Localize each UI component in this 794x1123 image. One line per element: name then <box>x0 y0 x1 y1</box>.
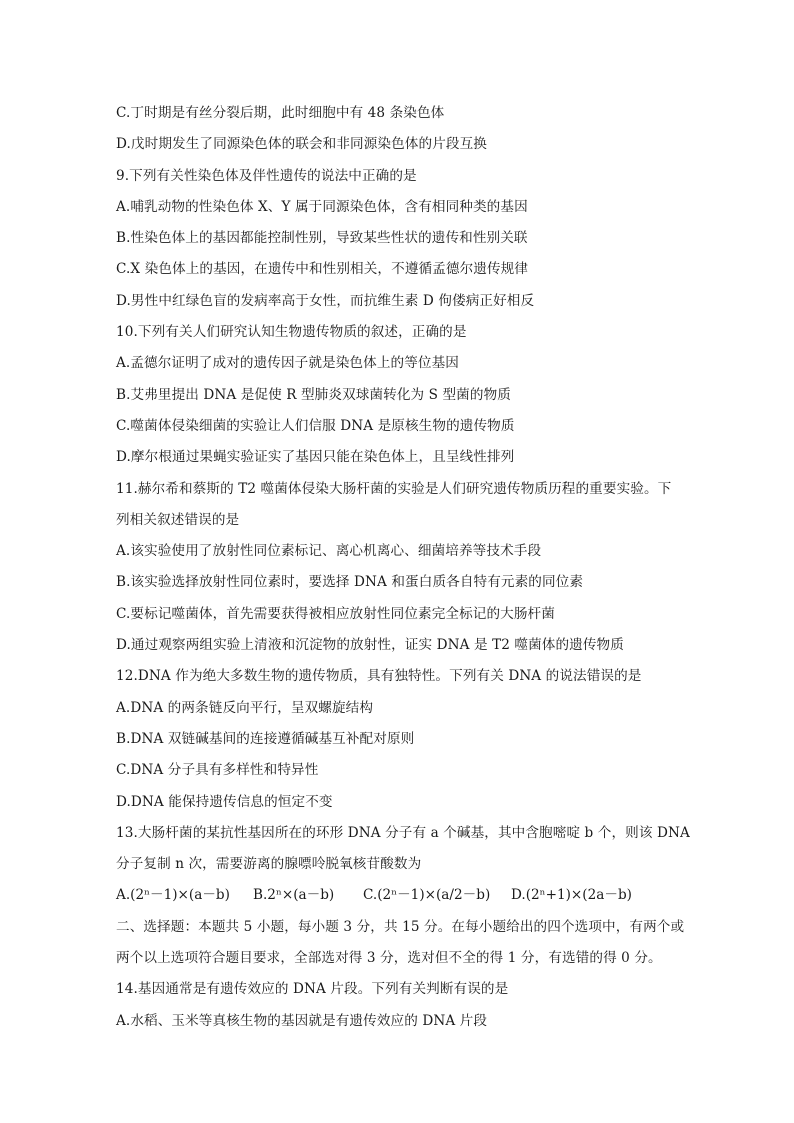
q12-option-c: C.DNA 分子具有多样性和特异性 <box>116 762 319 779</box>
q14-option-a: A.水稻、玉米等真核生物的基因就是有遗传效应的 DNA 片段 <box>116 1012 488 1029</box>
q13-option-a: A.(2ⁿ－1)×(a－b) <box>116 887 230 904</box>
section2-instructions-line1: 二、选择题：本题共 5 小题，每小题 3 分，共 15 分。在每小题给出的四个选项中，有两个或 <box>116 918 685 935</box>
q9-option-b: B.性染色体上的基因都能控制性别，导致某些性状的遗传和性别关联 <box>116 230 528 247</box>
q12-option-b: B.DNA 双链碱基间的连接遵循碱基互补配对原则 <box>116 730 415 747</box>
q13-stem-line2: 分子复制 n 次，需要游离的腺嘌呤脱氧核苷酸数为 <box>116 856 422 873</box>
q13-options <box>116 880 696 911</box>
q11-option-d: D.通过观察两组实验上清液和沉淀物的放射性，证实 DNA 是 T2 噬菌体的遗传物质 <box>116 637 624 654</box>
q10-option-c: C.噬菌体侵染细菌的实验让人们信服 DNA 是原核生物的遗传物质 <box>116 417 515 434</box>
q12-option-d: D.DNA 能保持遗传信息的恒定不变 <box>116 793 333 810</box>
q10-option-d: D.摩尔根通过果蝇实验证实了基因只能在染色体上，且呈线性排列 <box>116 449 515 466</box>
q9-option-d: D.男性中红绿色盲的发病率高于女性，而抗维生素 D 佝偻病正好相反 <box>116 292 535 309</box>
q13-option-d: D.(2ⁿ+1)×(2a－b) <box>511 887 632 904</box>
q14-stem: 14.基因通常是有遗传效应的 DNA 片段。下列有关判断有误的是 <box>116 981 509 998</box>
q11-option-c: C.要标记噬菌体，首先需要获得被相应放射性同位素完全标记的大肠杆菌 <box>116 605 555 622</box>
q11-option-b: B.该实验选择放射性同位素时，要选择 DNA 和蛋白质各自特有元素的同位素 <box>116 574 584 591</box>
q13-stem-line1: 13.大肠杆菌的某抗性基因所在的环形 DNA 分子有 a 个碱基，其中含胞嘧啶 b 个，则该 DNA <box>116 824 690 841</box>
q8-option-d: D.戊时期发生了同源染色体的联会和非同源染色体的片段互换 <box>116 136 487 153</box>
q12-option-a: A.DNA 的两条链反向平行，呈双螺旋结构 <box>116 699 374 716</box>
q10-stem: 10.下列有关人们研究认知生物遗传物质的叙述，正确的是 <box>116 324 467 341</box>
q9-option-a: A.哺乳动物的性染色体 X、Y 属于同源染色体，含有相同种类的基因 <box>116 198 528 215</box>
q8-option-c: C.丁时期是有丝分裂后期，此时细胞中有 48 条染色体 <box>116 105 445 121</box>
q11-stem-line2: 列相关叙述错误的是 <box>116 511 240 528</box>
section2-instructions-line2: 两个以上选项符合题目要求，全部选对得 3 分，选对但不全的得 1 分，有选错的得 0 分。 <box>116 950 662 967</box>
q13-option-b: B.2ⁿ×(a－b) <box>253 887 335 904</box>
q11-option-a: A.该实验使用了放射性同位素标记、离心机离心、细菌培养等技术手段 <box>116 543 542 560</box>
exam-page <box>116 98 696 1037</box>
q9-stem: 9.下列有关性染色体及伴性遗传的说法中正确的是 <box>116 167 417 184</box>
q13-option-c: C.(2ⁿ－1)×(a/2－b) <box>363 887 491 904</box>
q9-option-c: C.X 染色体上的基因，在遗传中和性别相关，不遵循孟德尔遗传规律 <box>116 261 529 278</box>
q12-stem: 12.DNA 作为绝大多数生物的遗传物质，具有独特性。下列有关 DNA 的说法错误的是 <box>116 668 642 685</box>
q11-stem-line1: 11.赫尔希和蔡斯的 T2 噬菌体侵染大肠杆菌的实验是人们研究遗传物质历程的重要实验。下 <box>116 480 672 497</box>
q10-option-b: B.艾弗里提出 DNA 是促使 R 型肺炎双球菌转化为 S 型菌的物质 <box>116 386 511 403</box>
q10-option-a: A.孟德尔证明了成对的遗传因子就是染色体上的等位基因 <box>116 355 459 372</box>
